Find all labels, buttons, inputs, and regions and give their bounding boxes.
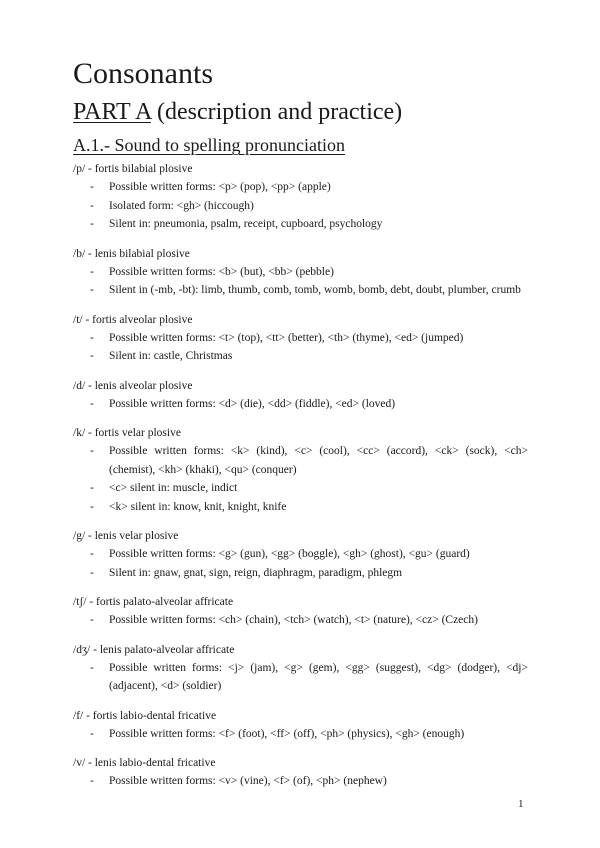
list-item-text: Possible written forms: <v> (vine), <f> (of), <ph> (nephew) — [109, 775, 387, 787]
list-item-text: Possible written forms: <j> (jam), <g> (gem), <gg> (suggest), <dg> (dodger), <dj> (adjacent), <d> (soldier) — [109, 661, 528, 692]
list-item — [73, 725, 528, 744]
sound-label: /d/ - lenis alveolar plosive — [73, 379, 193, 392]
list-bullet: - — [90, 500, 94, 513]
list-bullet: - — [90, 331, 94, 344]
list-bullet: - — [90, 445, 94, 457]
list-item-text: Possible written forms: <p> (pop), <pp> (apple) — [109, 181, 331, 193]
list-item — [73, 772, 528, 791]
sound-label: /p/ - fortis bilabial plosive — [73, 163, 193, 175]
list-item-text: Possible written forms: <ch> (chain), <tch> (watch), <t> (nature), <cz> (Czech) — [109, 614, 478, 626]
sound-section — [73, 707, 528, 744]
list-item — [73, 498, 528, 517]
sound-section — [73, 160, 528, 234]
sound-section — [73, 754, 528, 791]
spelling-list — [73, 545, 528, 582]
list-item-text: Possible written forms: <k> (kind), <c> (cool), <cc> (accord), <ck> (sock), <ch> (chemist), <kh> (khaki), <qu> (conquer) — [109, 445, 528, 476]
list-bullet: - — [90, 548, 94, 560]
list-bullet: - — [90, 284, 94, 296]
list-item-text: Silent in: castle, Christmas — [109, 350, 233, 362]
sound-label: /dʒ/ - lenis palato-alveolar affricate — [73, 643, 235, 656]
sound-label: /f/ - fortis labio-dental fricative — [73, 709, 217, 722]
list-item-text: Silent in (-mb, -bt): limb, thumb, comb, tomb, womb, bomb, debt, doubt, plumber, crumb — [109, 284, 521, 296]
sound-section — [73, 377, 528, 414]
list-bullet: - — [90, 566, 94, 579]
list-item — [73, 545, 528, 564]
list-bullet: - — [90, 199, 94, 212]
sound-label: /g/ - lenis velar plosive — [73, 530, 179, 542]
section-subheading: A.1.- Sound to spelling pronunciation — [73, 135, 345, 155]
list-item — [73, 263, 528, 282]
page-title: Consonants — [73, 57, 214, 90]
list-item — [73, 329, 528, 348]
list-item — [73, 197, 528, 216]
sound-sections — [73, 160, 528, 802]
list-item — [73, 659, 528, 696]
part-heading — [73, 97, 402, 127]
list-bullet: - — [90, 661, 94, 674]
spelling-list — [73, 329, 528, 366]
list-item-text: Silent in: gnaw, gnat, sign, reign, diaphragm, paradigm, phlegm — [109, 566, 403, 579]
spelling-list — [73, 611, 528, 630]
part-heading-label: PART A — [73, 99, 151, 125]
sound-section — [73, 245, 528, 300]
list-bullet: - — [90, 265, 94, 278]
sound-label: /k/ - fortis velar plosive — [73, 427, 181, 439]
list-item-text: Possible written forms: <b> (but), <bb> (pebble) — [109, 265, 334, 278]
sound-label: /t/ - fortis alveolar plosive — [73, 313, 193, 326]
list-item — [73, 564, 528, 583]
list-item-text: Isolated form: <gh> (hiccough) — [109, 199, 254, 212]
list-item-text: Possible written forms: <f> (foot), <ff> (off), <ph> (physics), <gh> (enough) — [109, 727, 465, 740]
part-heading-description: (description and practice) — [150, 99, 403, 125]
sound-section — [73, 593, 528, 630]
sound-section — [73, 527, 528, 582]
spelling-list — [73, 772, 528, 791]
list-bullet: - — [90, 614, 94, 626]
sound-section — [73, 311, 528, 366]
list-item-text: <c> silent in: muscle, indict — [109, 482, 238, 494]
list-item — [73, 281, 528, 300]
list-item — [73, 442, 528, 479]
sound-label: /b/ - lenis bilabial plosive — [73, 247, 190, 260]
list-item — [73, 347, 528, 366]
list-bullet: - — [90, 727, 94, 740]
list-bullet: - — [90, 482, 94, 494]
list-item — [73, 178, 528, 197]
list-bullet: - — [90, 397, 94, 410]
list-item-text: Silent in: pneumonia, psalm, receipt, cupboard, psychology — [109, 218, 383, 230]
list-item-text: Possible written forms: <g> (gun), <gg> (boggle), <gh> (ghost), <gu> (guard) — [109, 548, 470, 560]
spelling-list — [73, 178, 528, 234]
list-bullet: - — [90, 218, 94, 230]
spelling-list — [73, 659, 528, 696]
sound-label: /tʃ/ - fortis palato-alveolar affricate — [73, 596, 234, 608]
spelling-list — [73, 263, 528, 300]
sound-section — [73, 641, 528, 696]
list-bullet: - — [90, 775, 94, 787]
list-item — [73, 479, 528, 498]
spelling-list — [73, 442, 528, 516]
page-number: 1 — [518, 798, 524, 810]
sound-section — [73, 424, 528, 516]
list-item — [73, 395, 528, 414]
list-item-text: Possible written forms: <t> (top), <tt> (better), <th> (thyme), <ed> (jumped) — [109, 331, 464, 344]
spelling-list — [73, 395, 528, 414]
list-bullet: - — [90, 181, 94, 193]
list-bullet: - — [90, 350, 94, 362]
list-item — [73, 215, 528, 234]
list-item-text: Possible written forms: <d> (die), <dd> (fiddle), <ed> (loved) — [109, 397, 396, 410]
sound-label: /v/ - lenis labio-dental fricative — [73, 757, 216, 769]
list-item — [73, 611, 528, 630]
list-item-text: <k> silent in: know, knit, knight, knife — [109, 500, 287, 513]
spelling-list — [73, 725, 528, 744]
